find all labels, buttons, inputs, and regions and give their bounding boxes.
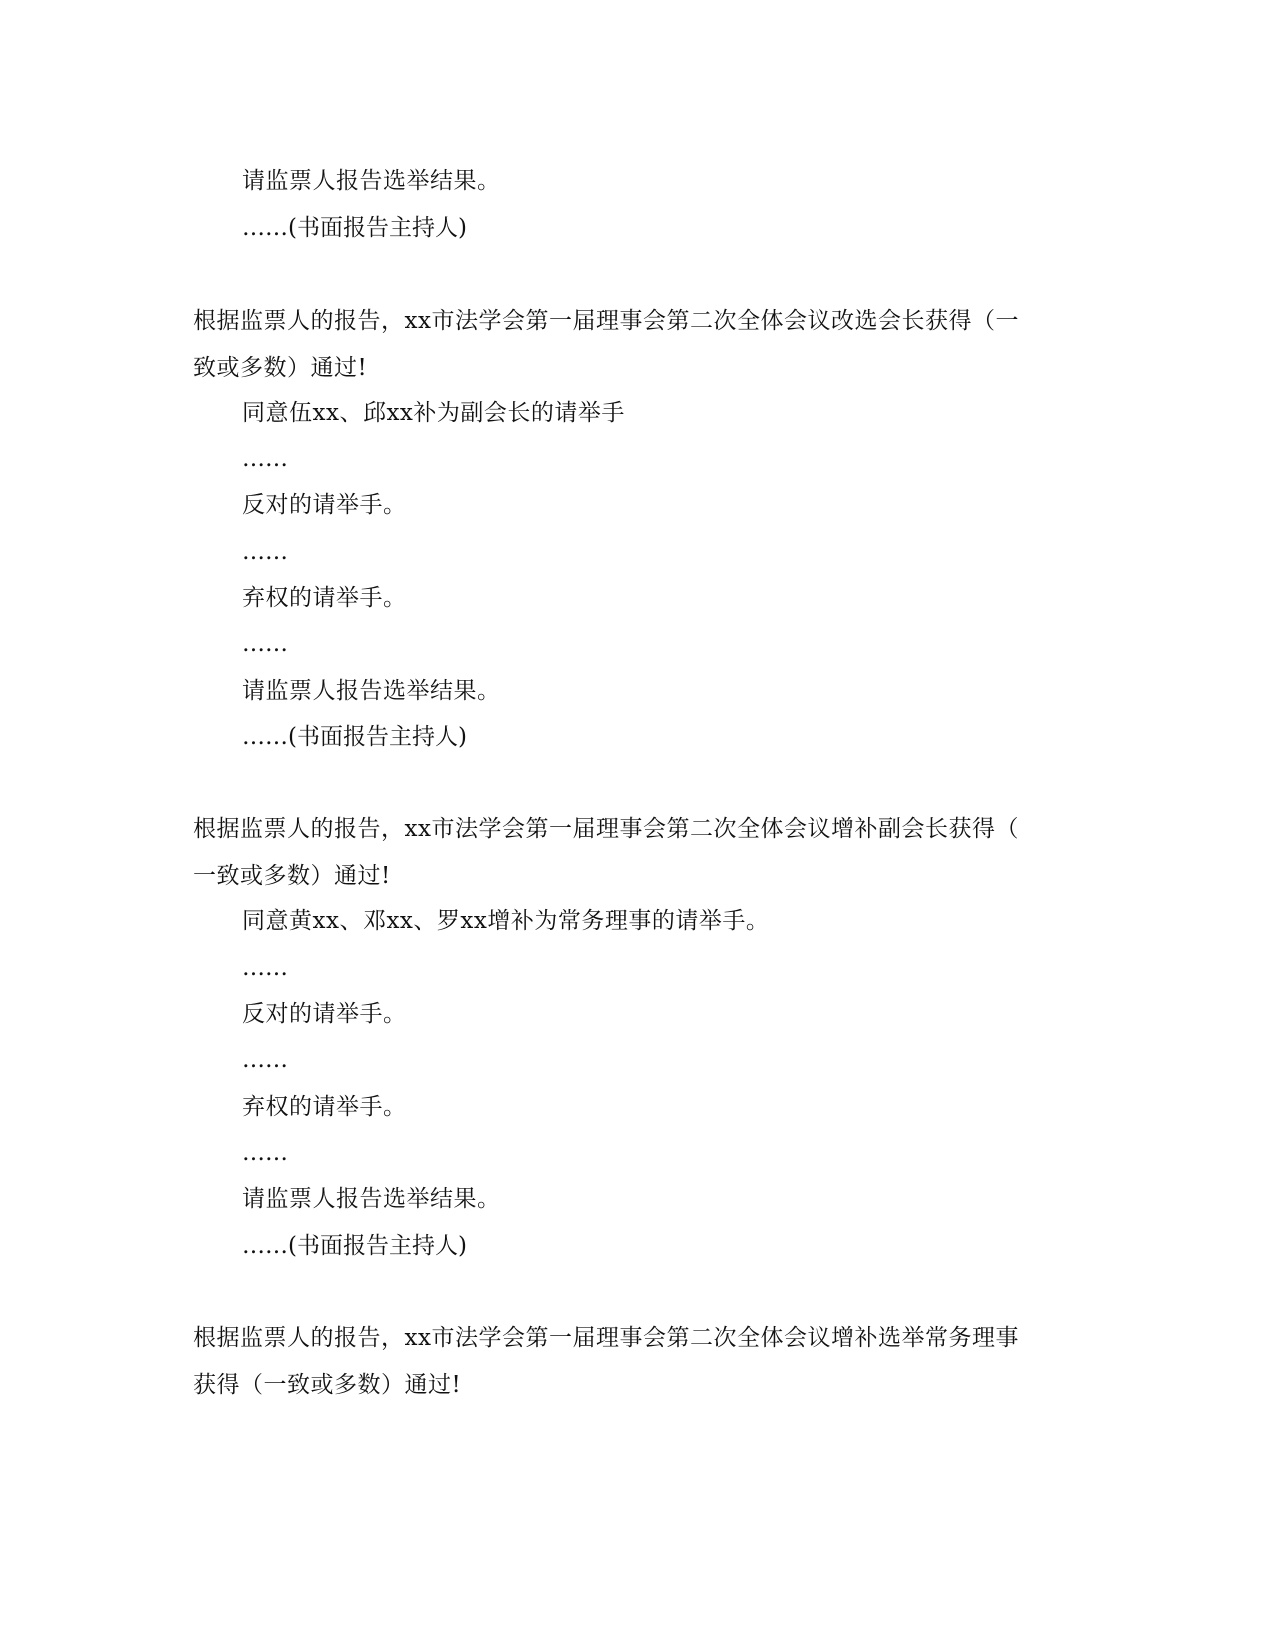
ellipsis-line: …… <box>242 446 288 472</box>
text-line: ……(书面报告主持人) <box>242 1233 467 1259</box>
text-line: 同意伍xx、邱xx补为副会长的请举手 <box>242 400 625 426</box>
paragraph-line: 根据监票人的报告，xx市法学会第一届理事会第二次全体会议改选会长获得（一 <box>193 308 1019 334</box>
text-line: 同意黄xx、邓xx、罗xx增补为常务理事的请举手。 <box>242 908 770 934</box>
text-line: 反对的请举手。 <box>242 1001 407 1027</box>
paragraph-line: 获得（一致或多数）通过! <box>193 1372 462 1398</box>
text-line: 弃权的请举手。 <box>242 585 407 611</box>
paragraph-line: 根据监票人的报告，xx市法学会第一届理事会第二次全体会议增补选举常务理事 <box>193 1325 1019 1351</box>
ellipsis-line: …… <box>242 1047 288 1073</box>
paragraph-line: 一致或多数）通过! <box>193 863 391 889</box>
ellipsis-line: …… <box>242 1140 288 1166</box>
text-line: 请监票人报告选举结果。 <box>242 1186 501 1212</box>
ellipsis-line: …… <box>242 955 288 981</box>
text-line: ……(书面报告主持人) <box>242 215 467 241</box>
ellipsis-line: …… <box>242 539 288 565</box>
text-line: ……(书面报告主持人) <box>242 724 467 750</box>
text-line: 反对的请举手。 <box>242 492 407 518</box>
paragraph-line: 致或多数）通过! <box>193 355 368 381</box>
text-line: 请监票人报告选举结果。 <box>242 168 501 194</box>
paragraph-line: 根据监票人的报告，xx市法学会第一届理事会第二次全体会议增补副会长获得（ <box>193 816 1019 842</box>
text-line: 请监票人报告选举结果。 <box>242 678 501 704</box>
ellipsis-line: …… <box>242 631 288 657</box>
text-line: 弃权的请举手。 <box>242 1094 407 1120</box>
